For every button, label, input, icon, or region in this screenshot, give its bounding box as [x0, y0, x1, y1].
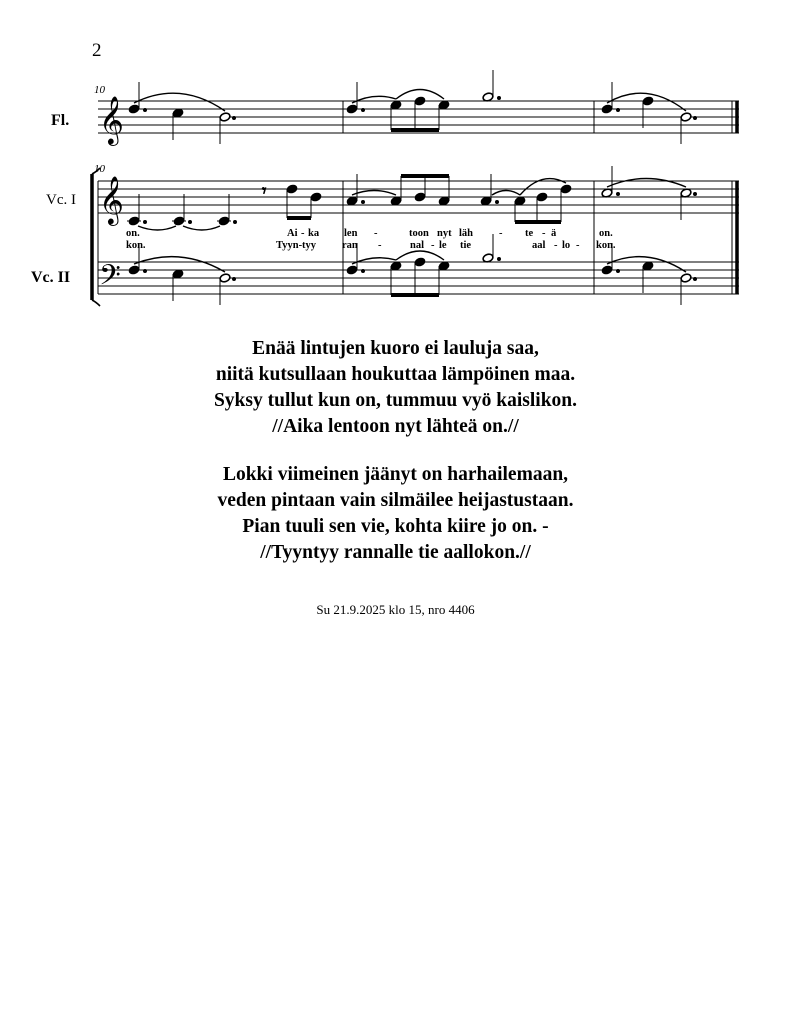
poem-line: Lokki viimeinen jäänyt on harhailemaan, — [222, 464, 569, 485]
lyric-syllable: ä — [551, 228, 557, 239]
measure-number: 10 — [94, 84, 105, 96]
lyric-syllable: - — [431, 240, 435, 251]
vc1-notes — [127, 166, 697, 230]
poem-line: //Aika lentoon nyt lähteä on.// — [272, 416, 519, 437]
stanza — [0, 336, 791, 440]
page-number: 2 — [92, 40, 102, 61]
lyric-syllable: - — [378, 240, 382, 251]
lyric-syllable: - — [554, 240, 558, 251]
date-footer: Su 21.9.2025 klo 15, nro 4406 — [316, 602, 475, 617]
poem-line: Enää lintujen kuoro ei lauluja saa, — [252, 338, 539, 359]
lyric-syllable: te — [525, 228, 534, 239]
lyric-syllable: aal — [532, 240, 546, 251]
lyric-syllable: ka — [308, 228, 320, 239]
lyric-syllable: nal — [410, 240, 425, 251]
lyric-syllable: - — [542, 228, 546, 239]
stanza — [0, 462, 791, 566]
lyric-syllable: läh — [459, 228, 474, 239]
lyric-syllable: on. — [599, 228, 613, 239]
poem-line: niitä kutsullaan houkuttaa lämpöinen maa. — [215, 364, 576, 385]
lyrics — [126, 228, 616, 251]
instrument-label-vc2: Vc. II — [31, 269, 71, 286]
poem-line: Syksy tullut kun on, tummuu vyö kaislikon. — [213, 390, 578, 411]
lyric-syllable: len — [344, 228, 358, 239]
treble-clef-icon: 𝄞 — [99, 178, 124, 224]
instrument-label-flute: Fl. — [51, 112, 70, 129]
lyric-syllable: tie — [460, 240, 472, 251]
lyric-syllable: - — [576, 240, 580, 251]
measure-number: 10 — [94, 163, 105, 175]
poem-line: veden pintaan vain silmäilee heijastustaan. — [217, 490, 574, 511]
treble-clef-icon: 𝄞 — [99, 98, 124, 144]
poem-line: //Tyyntyy rannalle tie aallokon.// — [260, 542, 531, 563]
lyric-syllable: - — [374, 228, 378, 239]
lyric-syllable: - — [301, 228, 305, 239]
poem-line: Pian tuuli sen vie, kohta kiire jo on. - — [242, 516, 549, 537]
lyric-syllable: Tyyn-tyy — [276, 240, 317, 251]
lyric-syllable: - — [499, 228, 503, 239]
lyric-syllable: ran — [342, 240, 358, 251]
lyric-syllable: Ai — [287, 228, 298, 239]
lyric-syllable: lo — [562, 240, 571, 251]
lyric-syllable: kon. — [596, 240, 616, 251]
poem — [0, 336, 791, 588]
lyric-syllable: on. — [126, 228, 140, 239]
eighth-rest-icon: 𝄾 — [262, 183, 267, 200]
lyric-syllable: toon — [409, 228, 429, 239]
bass-clef-icon: 𝄢 — [99, 261, 121, 298]
instrument-label-vc1: Vc. I — [46, 192, 76, 208]
lyric-syllable: nyt — [437, 228, 452, 239]
music-score — [0, 0, 791, 320]
lyric-syllable: le — [439, 240, 447, 251]
lyric-syllable: kon. — [126, 240, 146, 251]
